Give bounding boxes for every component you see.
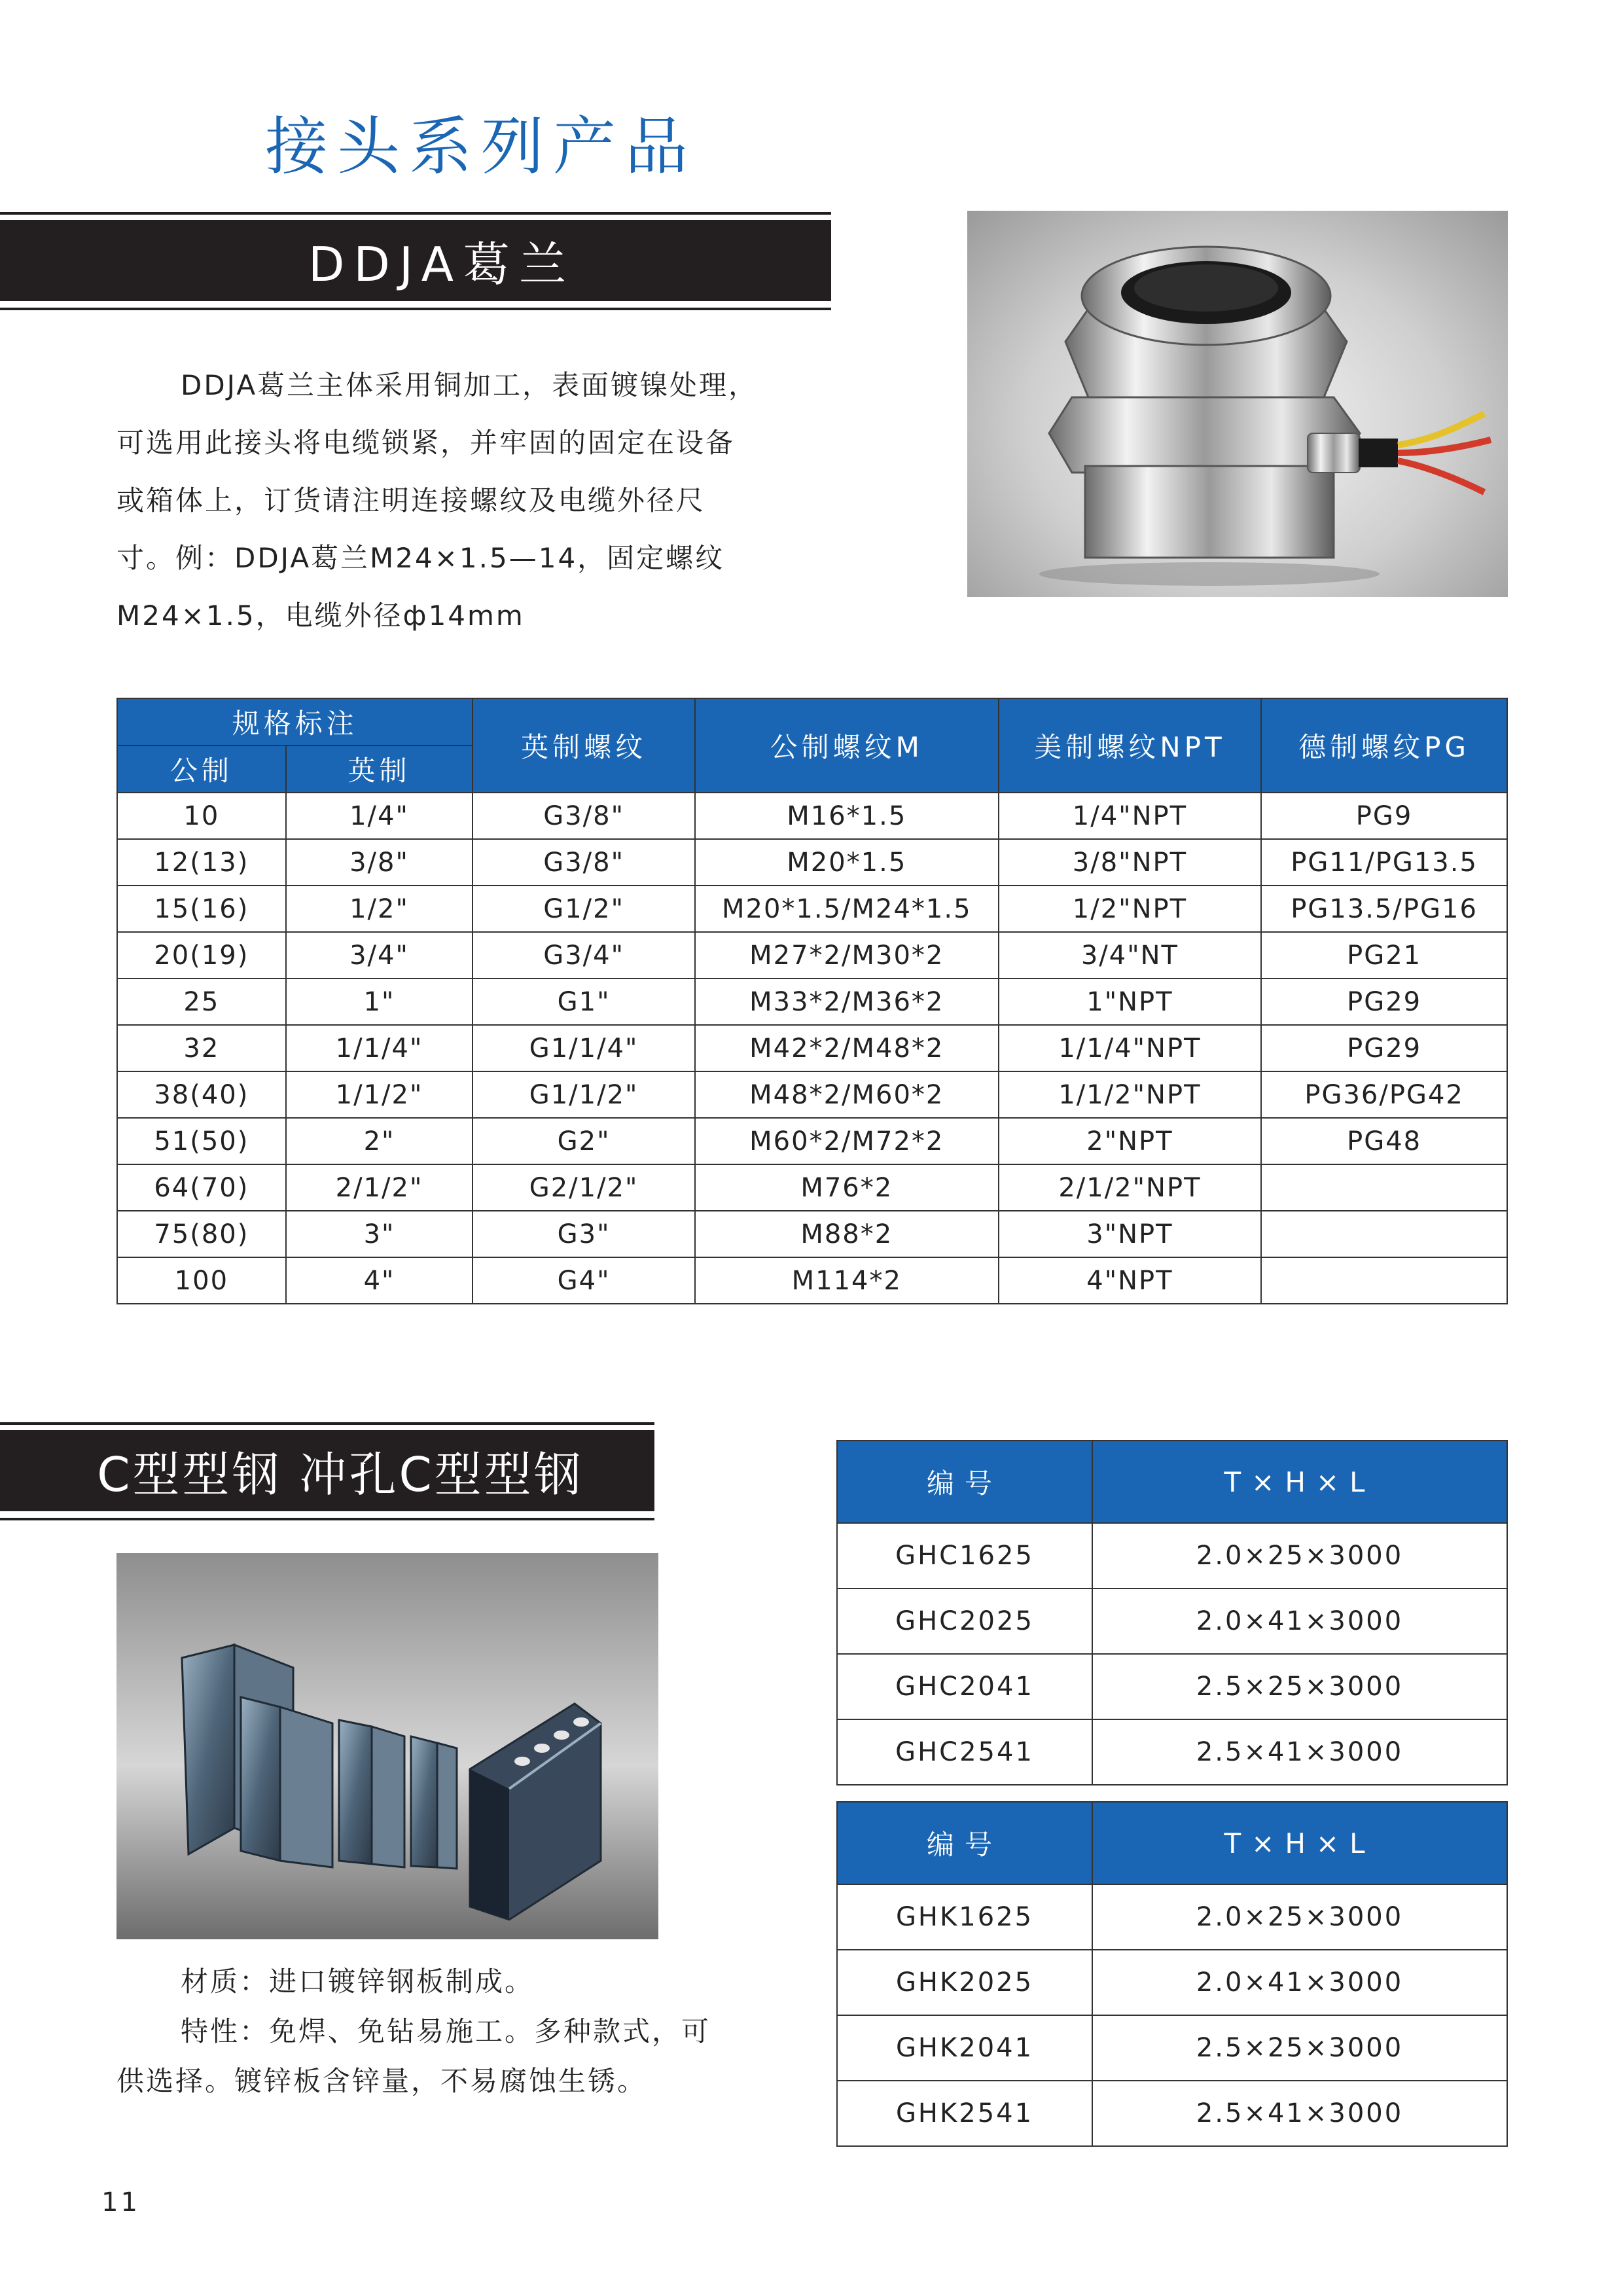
table-cell: 1/1/2"NPT [999, 1071, 1262, 1118]
table-row [117, 1164, 1507, 1211]
table-cell: G3/4" [473, 932, 695, 978]
section-banner-title: DDJA葛兰 [308, 237, 576, 292]
header-imperial-thread: 英制螺纹 [473, 698, 695, 793]
table-cell: 3/4" [286, 932, 473, 978]
table-cell: 1/4"NPT [999, 793, 1262, 839]
table-row [117, 839, 1507, 886]
description-line: 寸。例：DDJA葛兰M24×1.5—14，固定螺纹 [116, 542, 725, 574]
table-cell: 100 [117, 1257, 286, 1304]
table-cell: 1/1/4" [286, 1025, 473, 1071]
header-code: 编号 [837, 1441, 1092, 1523]
table-cell: 1"NPT [999, 978, 1262, 1025]
table-cell: G4" [473, 1257, 695, 1304]
table-cell: GHC1625 [837, 1523, 1092, 1588]
table-cell: G2" [473, 1118, 695, 1164]
table-row [117, 886, 1507, 932]
table-cell: 2.0×25×3000 [1092, 1884, 1507, 1950]
header-metric-size: 公制 [117, 745, 286, 793]
feature-line: 特性：免焊、免钻易施工。多种款式，可 [181, 2015, 711, 2047]
table-cell: 25 [117, 978, 286, 1025]
table-cell: 10 [117, 793, 286, 839]
table-cell: PG36/PG42 [1261, 1071, 1507, 1118]
table-cell: 15(16) [117, 886, 286, 932]
table-cell: G1" [473, 978, 695, 1025]
table-cell: G3/8" [473, 839, 695, 886]
table-row [837, 1950, 1507, 2015]
table-cell: 12(13) [117, 839, 286, 886]
table-cell: PG9 [1261, 793, 1507, 839]
cable-gland-illustration [967, 211, 1508, 597]
table-row [117, 1025, 1507, 1071]
table-cell [1261, 1257, 1507, 1304]
table-cell: M27*2/M30*2 [695, 932, 999, 978]
table-cell: PG29 [1261, 978, 1507, 1025]
table-cell: 1" [286, 978, 473, 1025]
description-line: 可选用此接头将电缆锁紧，并牢固的固定在设备 [116, 427, 736, 459]
table-cell: 4"NPT [999, 1257, 1262, 1304]
table-cell: 75(80) [117, 1211, 286, 1257]
table-cell: 1/1/4"NPT [999, 1025, 1262, 1071]
table-cell: GHK2541 [837, 2081, 1092, 2146]
table-cell: 32 [117, 1025, 286, 1071]
table-cell: M20*1.5 [695, 839, 999, 886]
table-cell: 3/8"NPT [999, 839, 1262, 886]
table-cell: M42*2/M48*2 [695, 1025, 999, 1071]
table-row [117, 1118, 1507, 1164]
page-number: 11 [101, 2187, 140, 2217]
table-cell: G3" [473, 1211, 695, 1257]
table-cell: G3/8" [473, 793, 695, 839]
header-npt-thread: 美制螺纹NPT [999, 698, 1262, 793]
table-cell: M20*1.5/M24*1.5 [695, 886, 999, 932]
ghc-spec-table [836, 1440, 1508, 1785]
table-cell: 2.5×41×3000 [1092, 1719, 1507, 1785]
table-cell: G2/1/2" [473, 1164, 695, 1211]
table-cell: M16*1.5 [695, 793, 999, 839]
description-line: DDJA葛兰主体采用铜加工，表面镀镍处理， [181, 369, 758, 401]
table-row [117, 1257, 1507, 1304]
table-cell: 3/4"NT [999, 932, 1262, 978]
c-channel-illustration [116, 1553, 658, 1939]
table-cell: 2.0×41×3000 [1092, 1588, 1507, 1654]
table-row [837, 1719, 1507, 1785]
table-cell: 2/1/2"NPT [999, 1164, 1262, 1211]
table-cell: GHK1625 [837, 1884, 1092, 1950]
table-cell: G1/1/4" [473, 1025, 695, 1071]
table-cell: M76*2 [695, 1164, 999, 1211]
table-cell: G1/1/2" [473, 1071, 695, 1118]
table-row [117, 932, 1507, 978]
table-cell: PG48 [1261, 1118, 1507, 1164]
table-cell: PG11/PG13.5 [1261, 839, 1507, 886]
table-cell: 2" [286, 1118, 473, 1164]
table-cell: 38(40) [117, 1071, 286, 1118]
table-cell: GHC2541 [837, 1719, 1092, 1785]
table-cell: PG21 [1261, 932, 1507, 978]
table-row [837, 1654, 1507, 1719]
header-metric-thread: 公制螺纹M [695, 698, 999, 793]
table-row [837, 2015, 1507, 2081]
table-cell: G1/2" [473, 886, 695, 932]
c-channel-description [116, 1957, 823, 2106]
table-cell: PG13.5/PG16 [1261, 886, 1507, 932]
table-row [117, 978, 1507, 1025]
table-cell: 2.0×41×3000 [1092, 1950, 1507, 2015]
header-imperial-size: 英制 [286, 745, 473, 793]
table-cell: 2.5×25×3000 [1092, 2015, 1507, 2081]
table-cell: M60*2/M72*2 [695, 1118, 999, 1164]
table-row [117, 1071, 1507, 1118]
table-cell: 2"NPT [999, 1118, 1262, 1164]
header-dimensions: T×H×L [1092, 1802, 1507, 1884]
section-banner-title: C型型钢 冲孔C型型钢 [97, 1447, 584, 1502]
c-channel-photo [116, 1553, 658, 1939]
table-cell: M88*2 [695, 1211, 999, 1257]
table-cell [1261, 1211, 1507, 1257]
feature-line: 供选择。镀锌板含锌量，不易腐蚀生锈。 [116, 2065, 647, 2097]
table-cell: 1/2" [286, 886, 473, 932]
table-cell: 1/4" [286, 793, 473, 839]
section-banner-c-channel [0, 1430, 654, 1511]
table-cell: GHC2041 [837, 1654, 1092, 1719]
header-dimensions: T×H×L [1092, 1441, 1507, 1523]
table-cell: 20(19) [117, 932, 286, 978]
page-title: 接头系列产品 [265, 110, 697, 183]
table-cell: 2.5×25×3000 [1092, 1654, 1507, 1719]
table-cell: M114*2 [695, 1257, 999, 1304]
table-cell: 51(50) [117, 1118, 286, 1164]
spec-group-header: 规格标注 [117, 698, 473, 745]
ghk-spec-table [836, 1801, 1508, 2147]
table-cell: M33*2/M36*2 [695, 978, 999, 1025]
table-row [837, 2081, 1507, 2146]
section-banner-ddja [0, 220, 831, 301]
table-cell: PG29 [1261, 1025, 1507, 1071]
table-cell: 64(70) [117, 1164, 286, 1211]
table-row [117, 793, 1507, 839]
table-cell: 2.5×41×3000 [1092, 2081, 1507, 2146]
table-cell: 3" [286, 1211, 473, 1257]
ddja-description [116, 357, 823, 645]
table-cell: GHK2025 [837, 1950, 1092, 2015]
table-row [837, 1588, 1507, 1654]
gland-spec-table [116, 698, 1508, 1304]
table-cell: 1/1/2" [286, 1071, 473, 1118]
material-line: 材质：进口镀锌钢板制成。 [181, 1965, 535, 1998]
description-line: 或箱体上，订货请注明连接螺纹及电缆外径尺 [116, 484, 706, 516]
cable-gland-photo [967, 211, 1508, 597]
table-cell [1261, 1164, 1507, 1211]
table-cell: M48*2/M60*2 [695, 1071, 999, 1118]
header-code: 编号 [837, 1802, 1092, 1884]
table-cell: 1/2"NPT [999, 886, 1262, 932]
table-row [117, 1211, 1507, 1257]
table-cell: 2.0×25×3000 [1092, 1523, 1507, 1588]
header-pg-thread: 德制螺纹PG [1261, 698, 1507, 793]
table-cell: 2/1/2" [286, 1164, 473, 1211]
table-row [837, 1523, 1507, 1588]
table-cell: 4" [286, 1257, 473, 1304]
table-cell: GHC2025 [837, 1588, 1092, 1654]
table-cell: 3/8" [286, 839, 473, 886]
description-line: M24×1.5，电缆外径ф14mm [116, 600, 525, 632]
table-row [837, 1884, 1507, 1950]
table-cell: GHK2041 [837, 2015, 1092, 2081]
table-cell: 3"NPT [999, 1211, 1262, 1257]
